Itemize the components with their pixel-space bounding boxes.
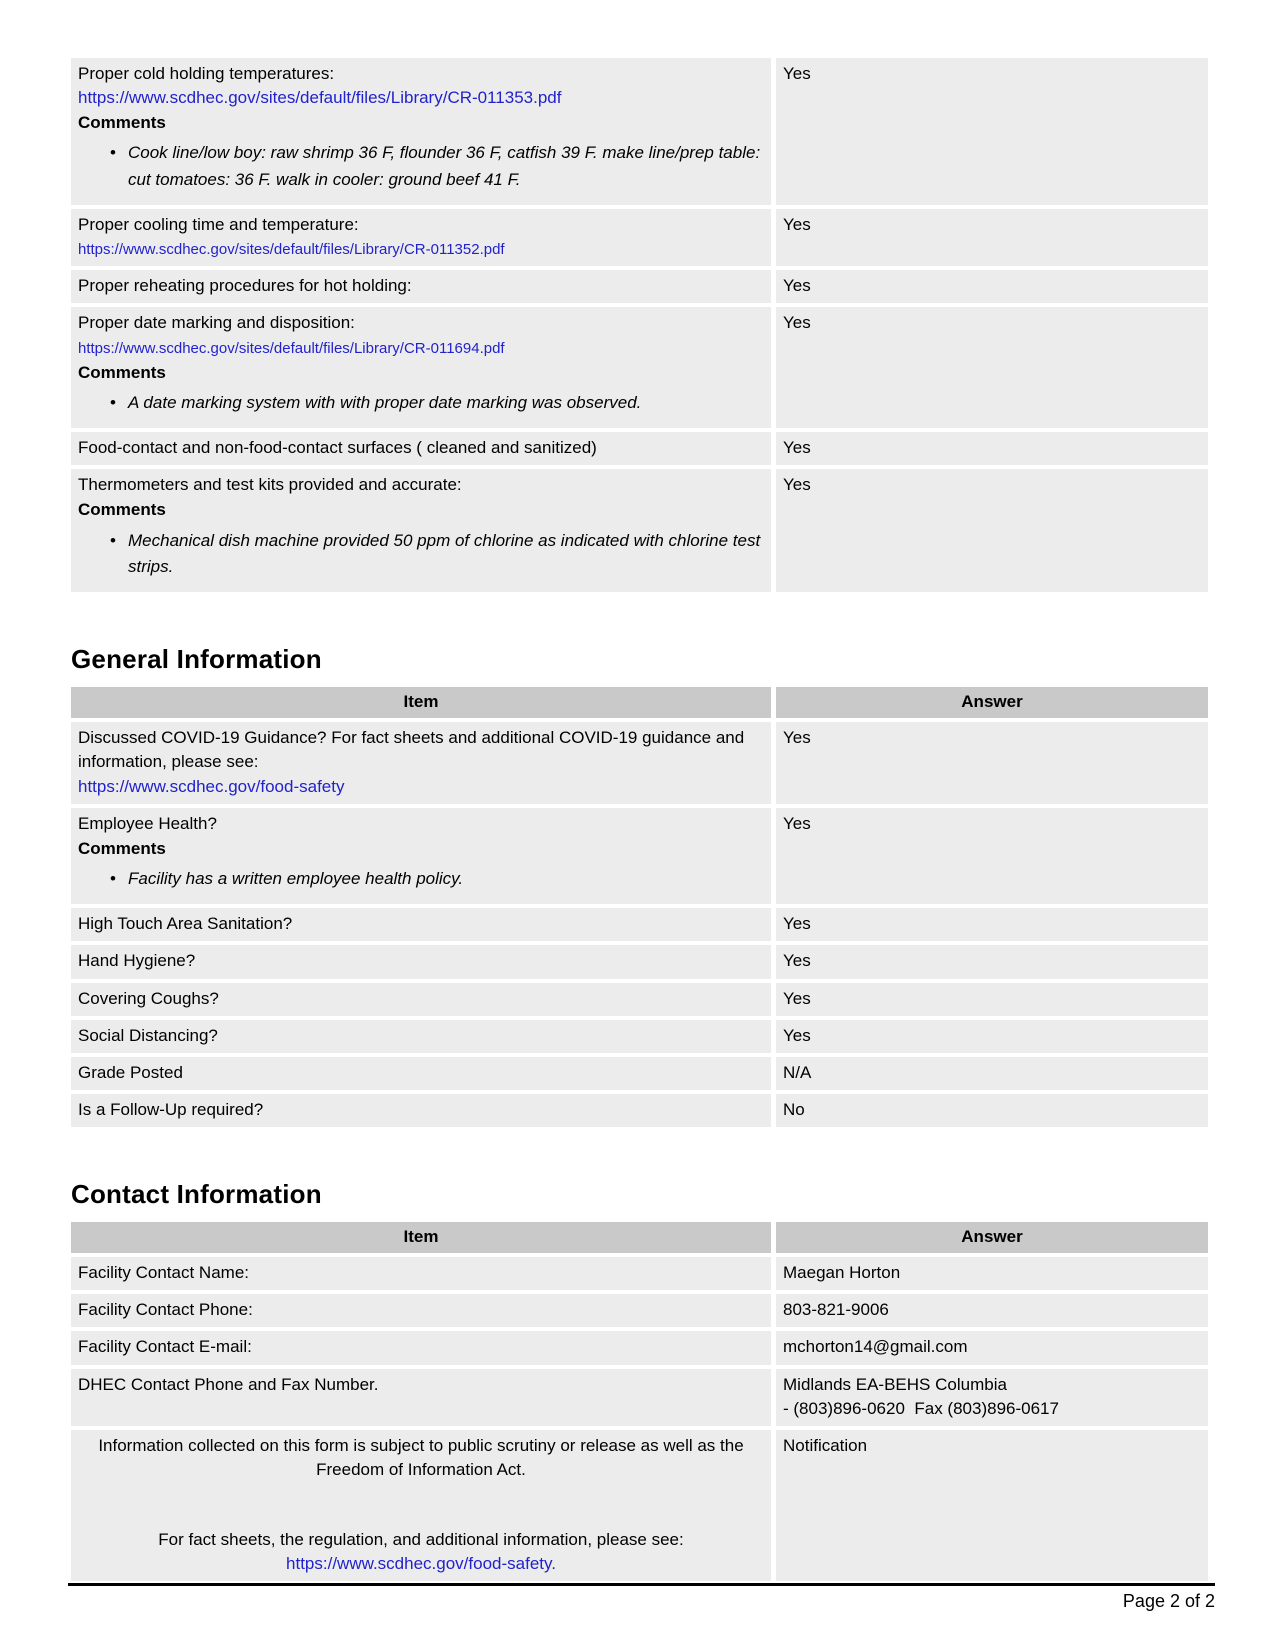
table-row	[71, 469, 1208, 592]
item-link[interactable]: https://www.scdhec.gov/sites/default/files/Library/CR-011353.pdf	[78, 88, 562, 108]
comments-label: Comments	[78, 113, 166, 133]
table-header-row	[71, 687, 1208, 718]
answer-cell	[776, 432, 1208, 465]
item-label: Facility Contact E-mail:	[78, 1337, 252, 1357]
answer-value: Yes	[783, 438, 811, 458]
item-label: Facility Contact Phone:	[78, 1300, 253, 1320]
answer-cell	[776, 1020, 1208, 1053]
answer-cell	[776, 945, 1208, 978]
table-row	[71, 983, 1208, 1016]
foia-notice-cell	[71, 1430, 771, 1582]
item-link[interactable]: https://www.scdhec.gov/sites/default/files/Library/CR-011694.pdf	[78, 339, 505, 357]
table-row	[71, 722, 1208, 803]
answer-value: Yes	[783, 276, 811, 296]
comment-item: • Mechanical dish machine provided 50 ppm of chlorine as indicated with chlorine test strips.	[108, 528, 764, 581]
table-row	[71, 209, 1208, 266]
facility-contact-name-value: Maegan Horton	[783, 1263, 901, 1283]
table-row	[71, 1369, 1208, 1426]
table-row	[71, 58, 1208, 205]
page-number: Page 2 of 2	[1122, 1591, 1215, 1611]
item-label: Discussed COVID-19 Guidance? For fact sheets and additional COVID-19 guidance and information, please see:	[78, 728, 745, 772]
item-cell	[71, 1294, 771, 1327]
answer-cell	[776, 722, 1208, 803]
answer-value: Notification	[783, 1435, 868, 1455]
item-cell	[71, 432, 771, 465]
inspection-items-table	[71, 58, 1208, 592]
answer-cell	[776, 983, 1208, 1016]
item-cell	[71, 945, 771, 978]
table-row	[71, 270, 1208, 303]
answer-value: Yes	[783, 64, 811, 83]
comments-list	[78, 528, 764, 581]
table-row	[71, 1057, 1208, 1090]
contact-information-table	[71, 1222, 1208, 1581]
item-label: Employee Health?	[78, 813, 217, 833]
table-row	[71, 1294, 1208, 1327]
item-cell	[71, 1094, 771, 1127]
item-label: High Touch Area Sanitation?	[78, 914, 293, 934]
item-label: Proper cooling time and temperature:	[78, 215, 359, 235]
foia-notice-text: Information collected on this form is subject to public scrutiny or release as well as the Freedom of Information Act.	[98, 1435, 744, 1479]
item-cell	[71, 270, 771, 303]
answer-cell	[776, 469, 1208, 592]
table-row	[71, 908, 1208, 941]
item-label: Social Distancing?	[78, 1025, 218, 1045]
answer-cell	[776, 307, 1208, 428]
item-label: Proper date marking and disposition:	[78, 313, 355, 333]
answer-value: N/A	[783, 1062, 812, 1082]
item-cell	[71, 469, 771, 592]
item-label: Proper cold holding temperatures:	[78, 64, 335, 83]
general-information-title: General Information	[71, 644, 322, 675]
comments-label: Comments	[78, 362, 166, 382]
table-row	[71, 1430, 1208, 1582]
item-cell	[71, 983, 771, 1016]
item-cell	[71, 908, 771, 941]
comments-label: Comments	[78, 500, 166, 520]
table-row	[71, 945, 1208, 978]
comments-list	[78, 866, 764, 892]
answer-cell	[776, 1369, 1208, 1426]
item-label: Grade Posted	[78, 1062, 183, 1082]
table-row	[71, 808, 1208, 905]
item-cell	[71, 1057, 771, 1090]
item-label: DHEC Contact Phone and Fax Number.	[78, 1374, 379, 1394]
item-column-header: Item	[71, 1222, 771, 1253]
answer-value: Yes	[783, 813, 811, 833]
table-row	[71, 1257, 1208, 1290]
table-row	[71, 1020, 1208, 1053]
answer-value: No	[783, 1099, 805, 1119]
food-safety-link[interactable]: https://www.scdhec.gov/food-safety.	[286, 1554, 556, 1574]
answer-cell	[776, 209, 1208, 266]
answer-value: Yes	[783, 215, 811, 235]
comments-list	[78, 140, 764, 193]
comments-list	[78, 390, 764, 416]
answer-cell	[776, 1430, 1208, 1582]
answer-value: Yes	[783, 475, 811, 495]
answer-value: Yes	[783, 951, 811, 971]
dhec-contact-line: Midlands EA-BEHS Columbia	[783, 1374, 1007, 1394]
answer-value: Yes	[783, 914, 811, 934]
general-information-table	[71, 687, 1208, 1127]
table-header-row	[71, 1222, 1208, 1253]
item-cell	[71, 58, 771, 205]
answer-cell	[776, 908, 1208, 941]
answer-column-header: Answer	[776, 1222, 1208, 1253]
item-link[interactable]: https://www.scdhec.gov/food-safety	[78, 776, 345, 796]
answer-cell	[776, 58, 1208, 205]
item-cell	[71, 1369, 771, 1426]
comment-item: • Cook line/low boy: raw shrimp 36 F, flounder 36 F, catfish 39 F. make line/prep table: cut tomatoes: 36 F. walk in cooler: ground beef 41 F.	[108, 140, 764, 193]
answer-cell	[776, 1057, 1208, 1090]
item-link[interactable]: https://www.scdhec.gov/sites/default/files/Library/CR-011352.pdf	[78, 241, 505, 259]
answer-cell	[776, 270, 1208, 303]
item-cell	[71, 307, 771, 428]
item-label: Hand Hygiene?	[78, 951, 196, 971]
item-cell	[71, 1257, 771, 1290]
page-content	[71, 58, 1208, 1585]
table-row	[71, 307, 1208, 428]
item-column-header: Item	[71, 687, 771, 718]
item-label: Is a Follow-Up required?	[78, 1099, 264, 1119]
item-cell	[71, 209, 771, 266]
answer-column-header: Answer	[776, 687, 1208, 718]
contact-information-title: Contact Information	[71, 1179, 322, 1210]
fact-sheets-text: For fact sheets, the regulation, and additional information, please see:	[158, 1530, 684, 1550]
table-row	[71, 432, 1208, 465]
item-label: Facility Contact Name:	[78, 1263, 249, 1283]
notice-spacer	[78, 1482, 764, 1528]
footer-divider	[68, 1583, 1215, 1586]
item-cell	[71, 808, 771, 905]
item-cell	[71, 1020, 771, 1053]
answer-value: Yes	[783, 313, 811, 333]
item-label: Covering Coughs?	[78, 988, 219, 1008]
answer-cell	[776, 1094, 1208, 1127]
answer-value: Yes	[783, 988, 811, 1008]
answer-value: Yes	[783, 728, 811, 748]
table-row	[71, 1094, 1208, 1127]
table-row	[71, 1331, 1208, 1364]
answer-value: Yes	[783, 1025, 811, 1045]
answer-cell	[776, 1294, 1208, 1327]
item-label: Food-contact and non-food-contact surfaces ( cleaned and sanitized)	[78, 438, 597, 458]
item-cell	[71, 722, 771, 803]
answer-cell	[776, 1331, 1208, 1364]
item-cell	[71, 1331, 771, 1364]
facility-contact-email-value: mchorton14@gmail.com	[783, 1337, 968, 1357]
item-label: Proper reheating procedures for hot holding:	[78, 276, 412, 296]
answer-cell	[776, 1257, 1208, 1290]
dhec-contact-line: - (803)896-0620 Fax (803)896-0617	[783, 1398, 1059, 1418]
answer-cell	[776, 808, 1208, 905]
comment-item: • Facility has a written employee health policy.	[108, 866, 764, 892]
comments-label: Comments	[78, 838, 166, 858]
item-label: Thermometers and test kits provided and accurate:	[78, 475, 462, 495]
facility-contact-phone-value: 803-821-9006	[783, 1300, 889, 1320]
comment-item: • A date marking system with with proper date marking was observed.	[108, 390, 764, 416]
